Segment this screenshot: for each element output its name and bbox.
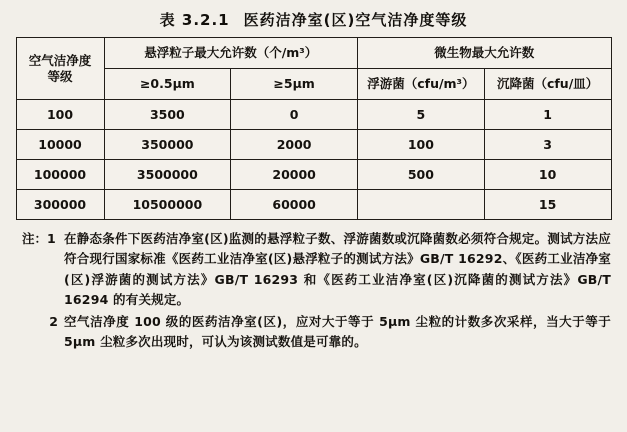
header-grade-line2: 等级 bbox=[47, 68, 73, 84]
cell-grade: 300000 bbox=[16, 190, 104, 220]
cell-settling: 1 bbox=[484, 100, 611, 130]
page-title bbox=[0, 0, 627, 37]
cell-particles-5: 20000 bbox=[231, 160, 358, 190]
table-notes bbox=[0, 229, 627, 353]
header-particles-5: ≥5μm bbox=[231, 69, 358, 100]
table-row bbox=[16, 130, 611, 160]
cell-grade: 10000 bbox=[16, 130, 104, 160]
header-micro-group: 微生物最大允许数 bbox=[358, 38, 612, 69]
table-header-row-2 bbox=[16, 69, 611, 100]
cell-particles-05: 3500000 bbox=[104, 160, 231, 190]
header-grade-line1: 空气洁净度 bbox=[28, 52, 92, 68]
header-settling-bacteria: 沉降菌（cfu/皿） bbox=[484, 69, 611, 100]
cell-floating: 500 bbox=[358, 160, 485, 190]
note-item bbox=[12, 229, 611, 310]
cell-settling: 15 bbox=[484, 190, 611, 220]
cell-floating: 5 bbox=[358, 100, 485, 130]
table-row bbox=[16, 160, 611, 190]
table-caption: 医药洁净室(区)空气洁净度等级 bbox=[243, 11, 468, 29]
cell-floating: 100 bbox=[358, 130, 485, 160]
note-text-1: 在静态条件下医药洁净室(区)监测的悬浮粒子数、浮游菌数或沉降菌数必须符合规定。测试方法应符合现行国家标准《医药工业洁净室(区)悬浮粒子的测试方法》GB/T 16292、《医药工业洁净室(区)浮游菌的测试方法》GB/T 16293 和《医药工业洁净室(区)沉降菌的测试方法》GB/T 16294 的有关规定。 bbox=[64, 231, 611, 307]
header-particles-group: 悬浮粒子最大允许数（个/m³） bbox=[104, 38, 358, 69]
cell-particles-5: 2000 bbox=[231, 130, 358, 160]
cell-grade: 100000 bbox=[16, 160, 104, 190]
note-label-1: 注：1 bbox=[22, 231, 56, 246]
cell-settling: 10 bbox=[484, 160, 611, 190]
cell-particles-05: 3500 bbox=[104, 100, 231, 130]
header-particles-05: ≥0.5μm bbox=[104, 69, 231, 100]
table-header-row-1 bbox=[16, 38, 611, 69]
cleanroom-grade-table bbox=[16, 37, 612, 220]
cell-grade: 100 bbox=[16, 100, 104, 130]
note-label-2: 2 bbox=[49, 314, 58, 329]
cell-particles-05: 10500000 bbox=[104, 190, 231, 220]
cell-settling: 3 bbox=[484, 130, 611, 160]
cell-floating bbox=[358, 190, 485, 220]
note-text-2: 空气洁净度 100 级的医药洁净室(区)，应对大于等于 5μm 尘粒的计数多次采样，当大于等于 5μm 尘粒多次出现时，可认为该测试数值是可靠的。 bbox=[64, 314, 611, 350]
table-row bbox=[16, 190, 611, 220]
header-floating-bacteria: 浮游菌（cfu/m³） bbox=[358, 69, 485, 100]
cell-particles-5: 0 bbox=[231, 100, 358, 130]
table-row bbox=[16, 100, 611, 130]
cell-particles-5: 60000 bbox=[231, 190, 358, 220]
header-grade bbox=[16, 38, 104, 100]
table-number: 表 3.2.1 bbox=[159, 11, 230, 29]
cell-particles-05: 350000 bbox=[104, 130, 231, 160]
note-item bbox=[12, 312, 611, 353]
